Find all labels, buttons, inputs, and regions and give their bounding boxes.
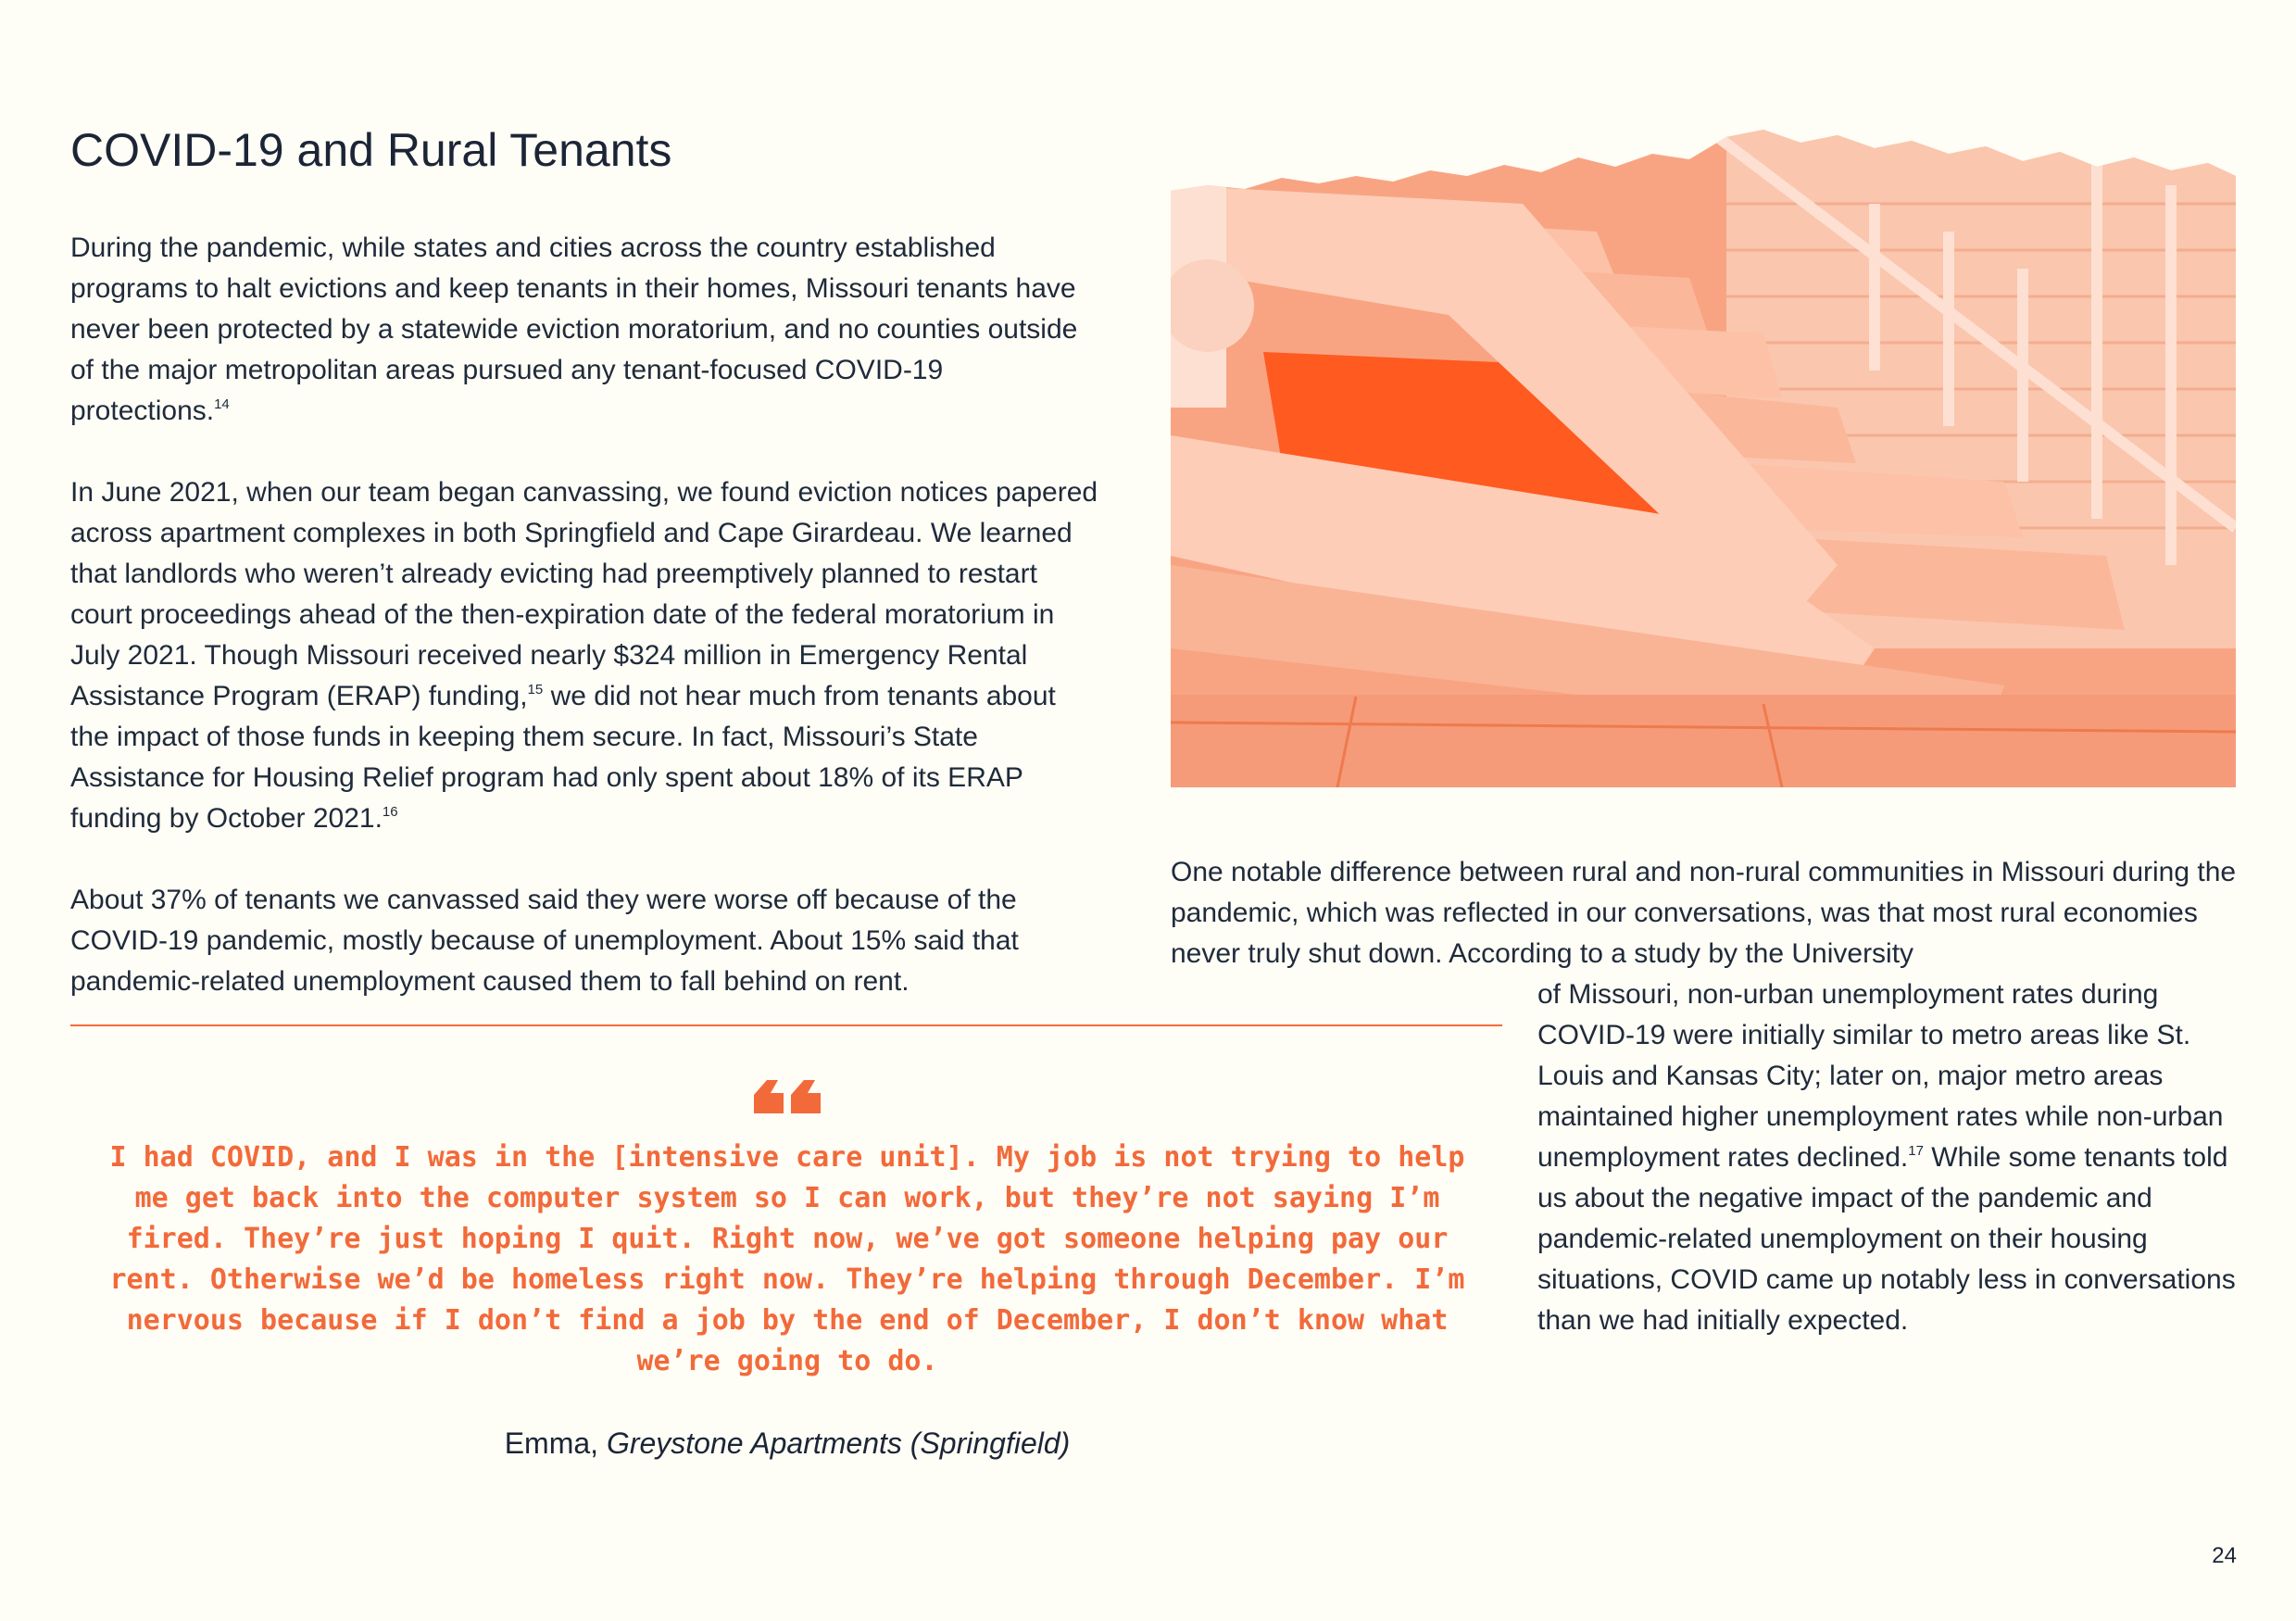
paragraph-text: we did not hear much from tenants about the impact of those funds in keeping them secure. In fact, Missouri’s State Assistance for Housing Relief program had only spent about 18% of its ERAP funding by October 2021. <box>70 681 1056 834</box>
quote-attribution <box>102 1423 1473 1464</box>
page-number: 24 <box>2212 1543 2237 1568</box>
footnote-ref[interactable]: 15 <box>527 682 544 697</box>
attribution-name: Emma, <box>504 1426 607 1460</box>
paragraph-text: In June 2021, when our team began canvassing, we found eviction notices papered across apartment complexes in both Springfield and Cape Girardeau. We learned that landlords who weren’t already evicting had preemptively planned to restart court proceedings ahead of the then-expiration date of the federal moratorium in July 2021. Though Missouri received nearly $324 million in Emergency Rental Assistance Program (ERAP) funding, <box>70 477 1098 711</box>
paragraph-worse-off: About 37% of tenants we canvassed said they were worse off because of the COVID-19 pandemic, mostly because of unemployment. About 15% said that pandemic-related unemployment caused them to fall behind on rent. <box>70 885 1019 997</box>
paragraph-rural-difference: One notable difference between rural and non-rural communities in Missouri during the pandemic, which was reflected in our conversations, was that most rural economies never truly shut down. According to a study by the University <box>1171 857 2237 969</box>
paragraph-text: of Missouri, non-urban unemployment rates during COVID-19 were initially similar to metro areas like St. Louis and Kansas City; later on, major metro areas maintained higher unemployment rates while non-urban unemployment rates declined. <box>1537 979 2224 1173</box>
quote-divider <box>70 1024 1502 1026</box>
paragraph-text: While some tenants told us about the negative impact of the pandemic and pandemic-related unemployment on their housing situations, COVID came up notably less in conversations than we had initially expected. <box>1537 1142 2236 1336</box>
stairs-photo <box>1171 130 2236 787</box>
pull-quote: I had COVID, and I was in the [intensive care unit]. My job is not trying to help me get back into the computer system so I can work, but they’re not saying I’m fired. They’re just hoping I quit. Right now, we’ve got someone helping pay our rent. Otherwise we’d be homeless right now. They’re helping through December. I’m nervous because if I don’t find a job by the end of December, I don’t know what we’re going to do. <box>109 1141 1465 1377</box>
attribution-place: Greystone Apartments (Springfield) <box>606 1426 1071 1460</box>
footnote-ref[interactable]: 16 <box>382 804 398 820</box>
footnote-ref[interactable]: 17 <box>1908 1143 1924 1159</box>
paragraph-unemployment-study <box>1537 974 2251 1341</box>
footnote-ref[interactable]: 14 <box>214 396 230 412</box>
paragraph-moratorium <box>70 228 1098 432</box>
quote-icon <box>752 1080 822 1113</box>
paragraph-canvassing <box>70 472 1098 839</box>
paragraph-text: During the pandemic, while states and cities across the country established programs to halt evictions and keep tenants in their homes, Missouri tenants have never been protected by a statewide eviction moratorium, and no counties outside of the major metropolitan areas pursued any tenant-focused COVID-19 protections. <box>70 232 1078 426</box>
page-title: COVID-19 and Rural Tenants <box>70 124 672 176</box>
